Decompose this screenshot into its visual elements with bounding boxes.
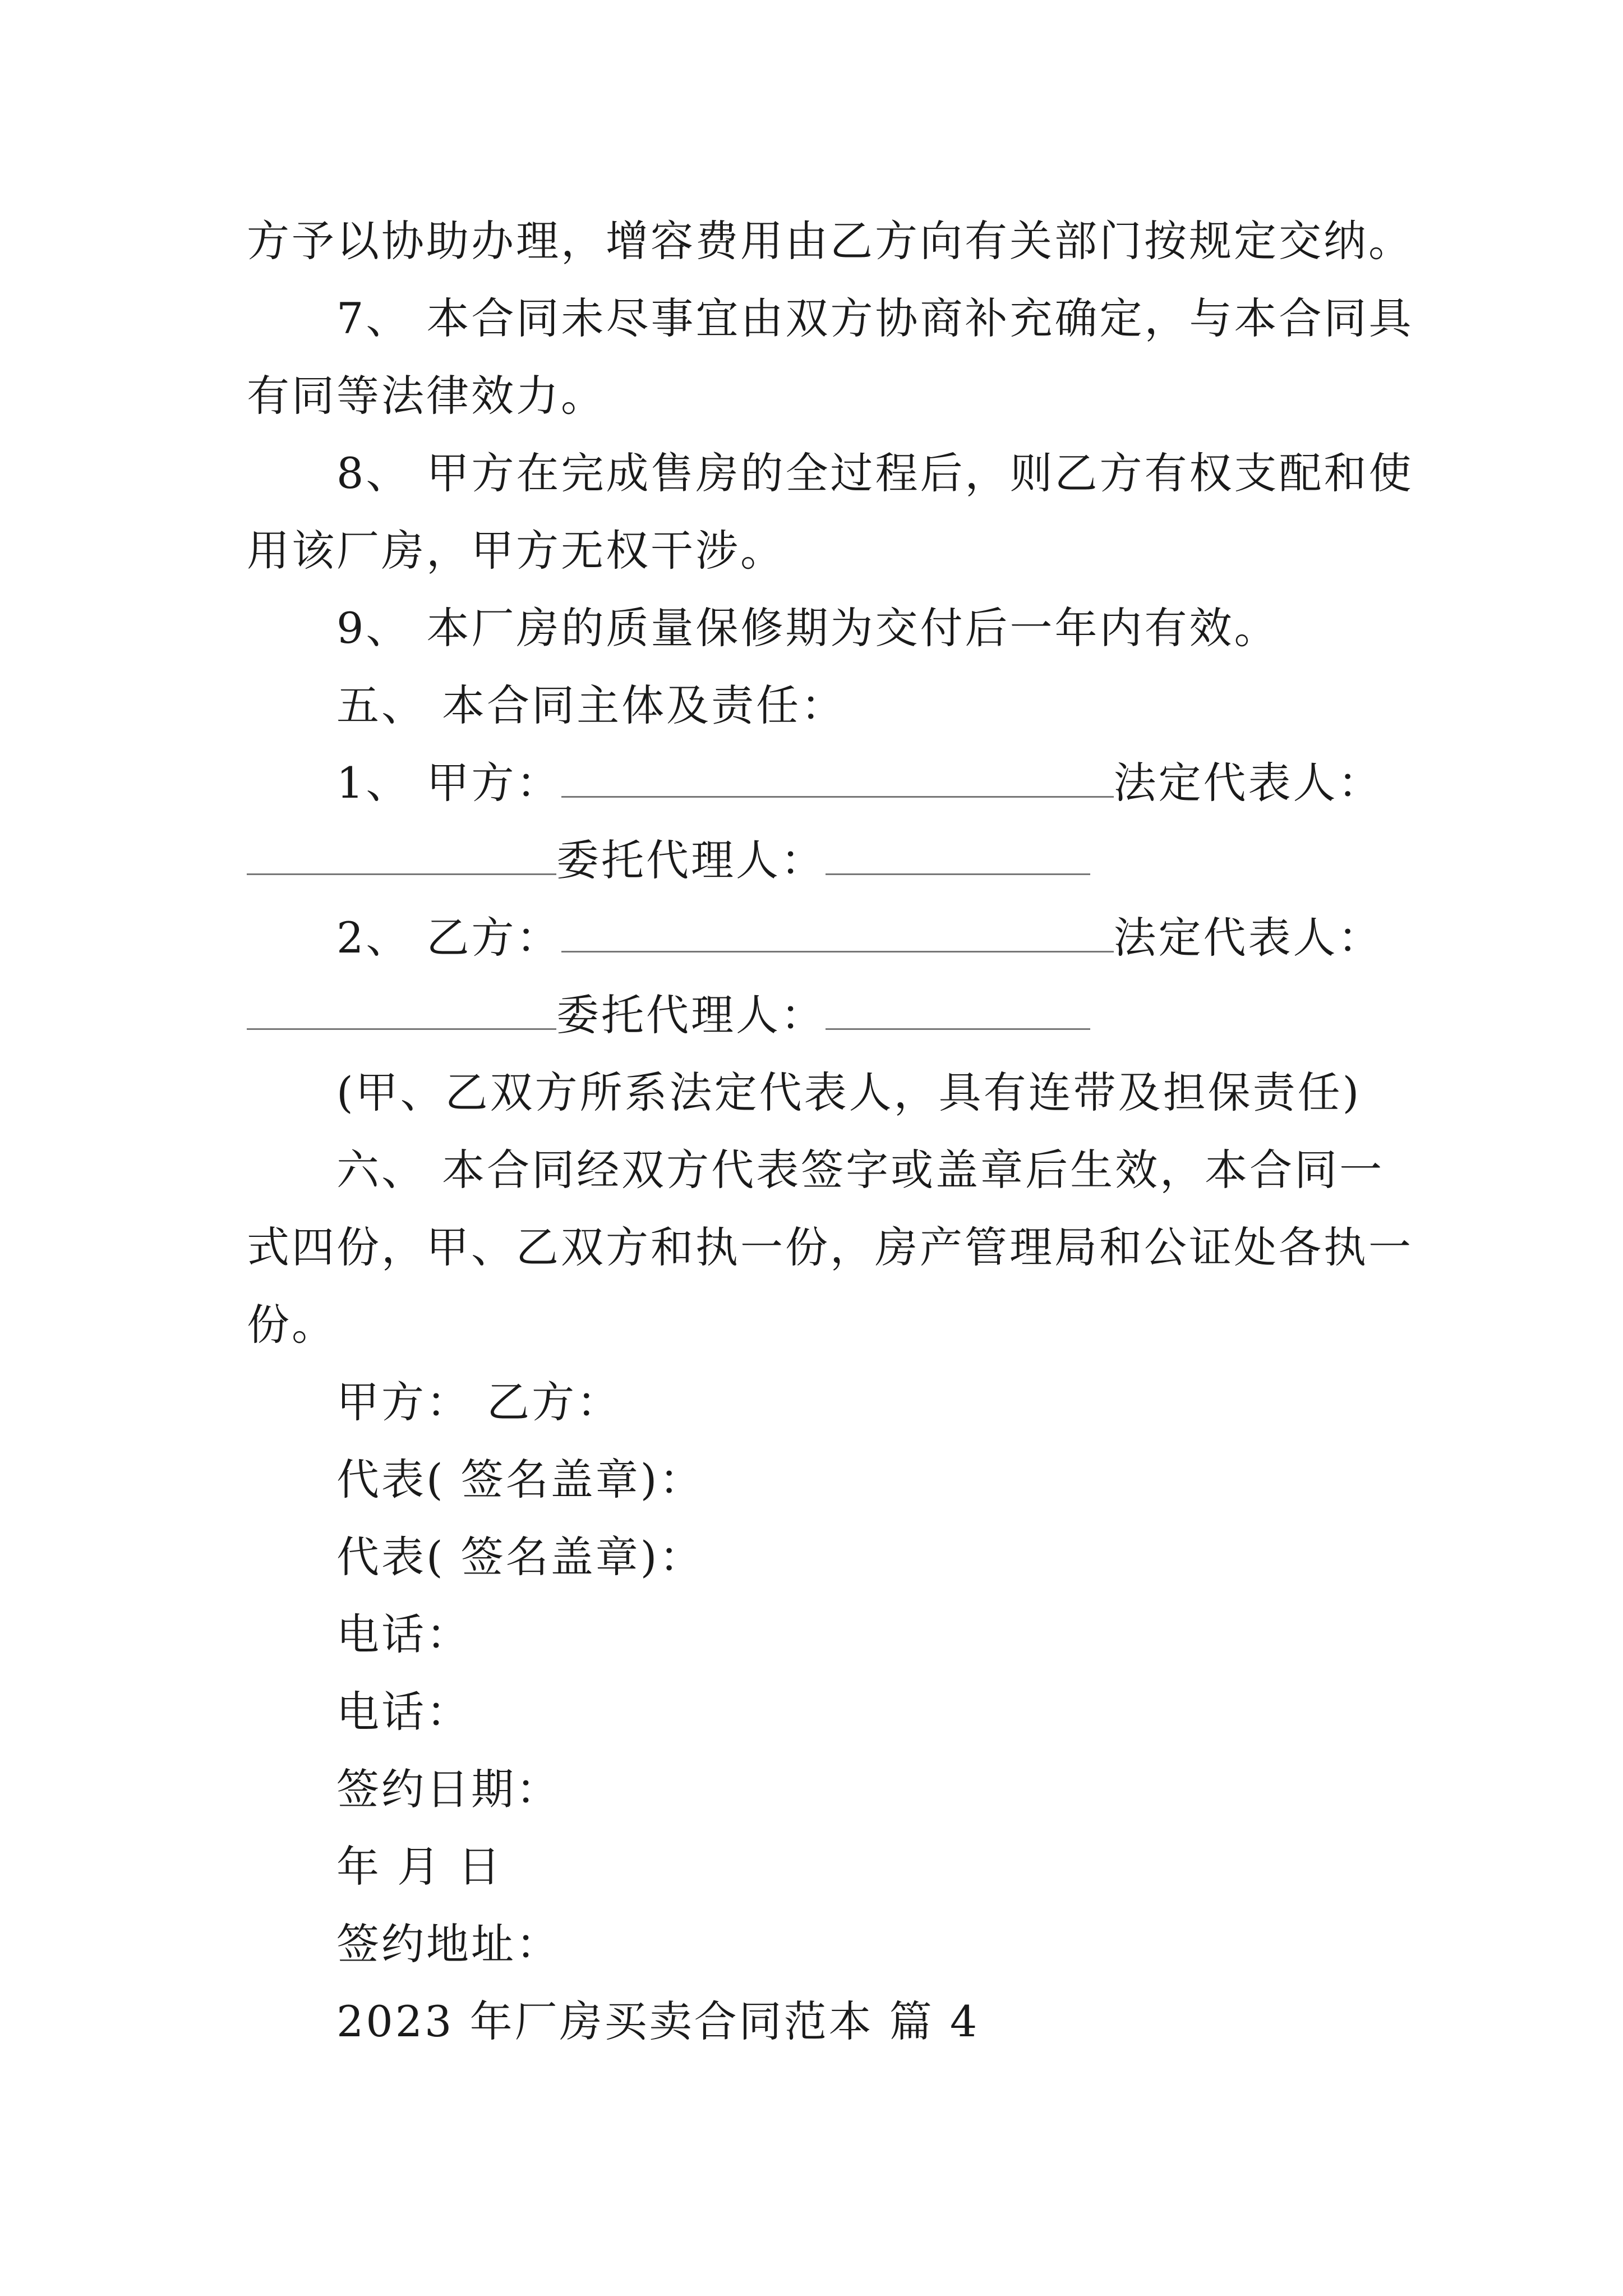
section-6-end: 份。	[247, 1300, 336, 1350]
signature-parties: 甲方： 乙方：	[336, 1377, 622, 1427]
paragraph-line: 方予以协助办理，增容费用由乙方向有关部门按规定交纳。	[247, 216, 1413, 266]
party-b-legal-rep-blank[interactable]	[247, 996, 556, 1030]
section-5-heading: 五、 本合同主体及责任：	[336, 680, 846, 730]
clause-8: 8、 甲方在完成售房的全过程后，则乙方有权支配和使	[336, 448, 1414, 498]
representative-sign-a: 代表( 签名盖章)：	[336, 1455, 704, 1504]
party-b-blank[interactable]	[561, 918, 1114, 953]
party-b-row	[336, 910, 1383, 966]
party-a-legal-rep-label: 法定代表人：	[1113, 758, 1383, 808]
clause-7-cont: 有同等法律效力。	[247, 371, 606, 421]
party-a-row	[336, 755, 1383, 811]
party-b-label: 2、 乙方：	[336, 913, 561, 963]
phone-b: 电话：	[336, 1687, 471, 1737]
party-a-agent-blank[interactable]	[826, 841, 1090, 875]
party-a-agent-row	[247, 832, 1090, 889]
clause-9: 9、 本厂房的质量保修期为交付后一年内有效。	[336, 603, 1279, 653]
clause-8-cont: 用该厂房，甲方无权干涉。	[247, 526, 785, 576]
next-document-title: 2023 年厂房买卖合同范本 篇 4	[336, 1996, 980, 2046]
clause-7: 7、 本合同未尽事宜由双方协商补充确定，与本合同具	[336, 293, 1414, 343]
party-b-agent-label: 委托代理人：	[556, 990, 826, 1040]
date-placeholder: 年 月 日	[336, 1842, 503, 1892]
party-a-legal-rep-blank[interactable]	[247, 841, 556, 875]
signing-date-label: 签约日期：	[336, 1764, 561, 1814]
party-b-agent-blank[interactable]	[826, 996, 1090, 1030]
party-b-legal-rep-label: 法定代表人：	[1113, 913, 1383, 963]
representative-sign-b: 代表( 签名盖章)：	[336, 1532, 704, 1582]
party-a-blank[interactable]	[561, 763, 1114, 798]
party-a-agent-label: 委托代理人：	[556, 835, 826, 885]
liability-note: (甲、乙双方所系法定代表人，具有连带及担保责任)	[336, 1068, 1362, 1117]
section-6: 六、 本合同经双方代表签字或盖章后生效，本合同一	[336, 1145, 1385, 1195]
section-6-cont: 式四份，甲、乙双方和执一份，房产管理局和公证处各执一	[247, 1222, 1413, 1272]
party-b-agent-row	[247, 987, 1090, 1043]
party-a-label: 1、 甲方：	[336, 758, 561, 808]
signing-address-label: 签约地址：	[336, 1919, 561, 1969]
phone-a: 电话：	[336, 1609, 471, 1659]
